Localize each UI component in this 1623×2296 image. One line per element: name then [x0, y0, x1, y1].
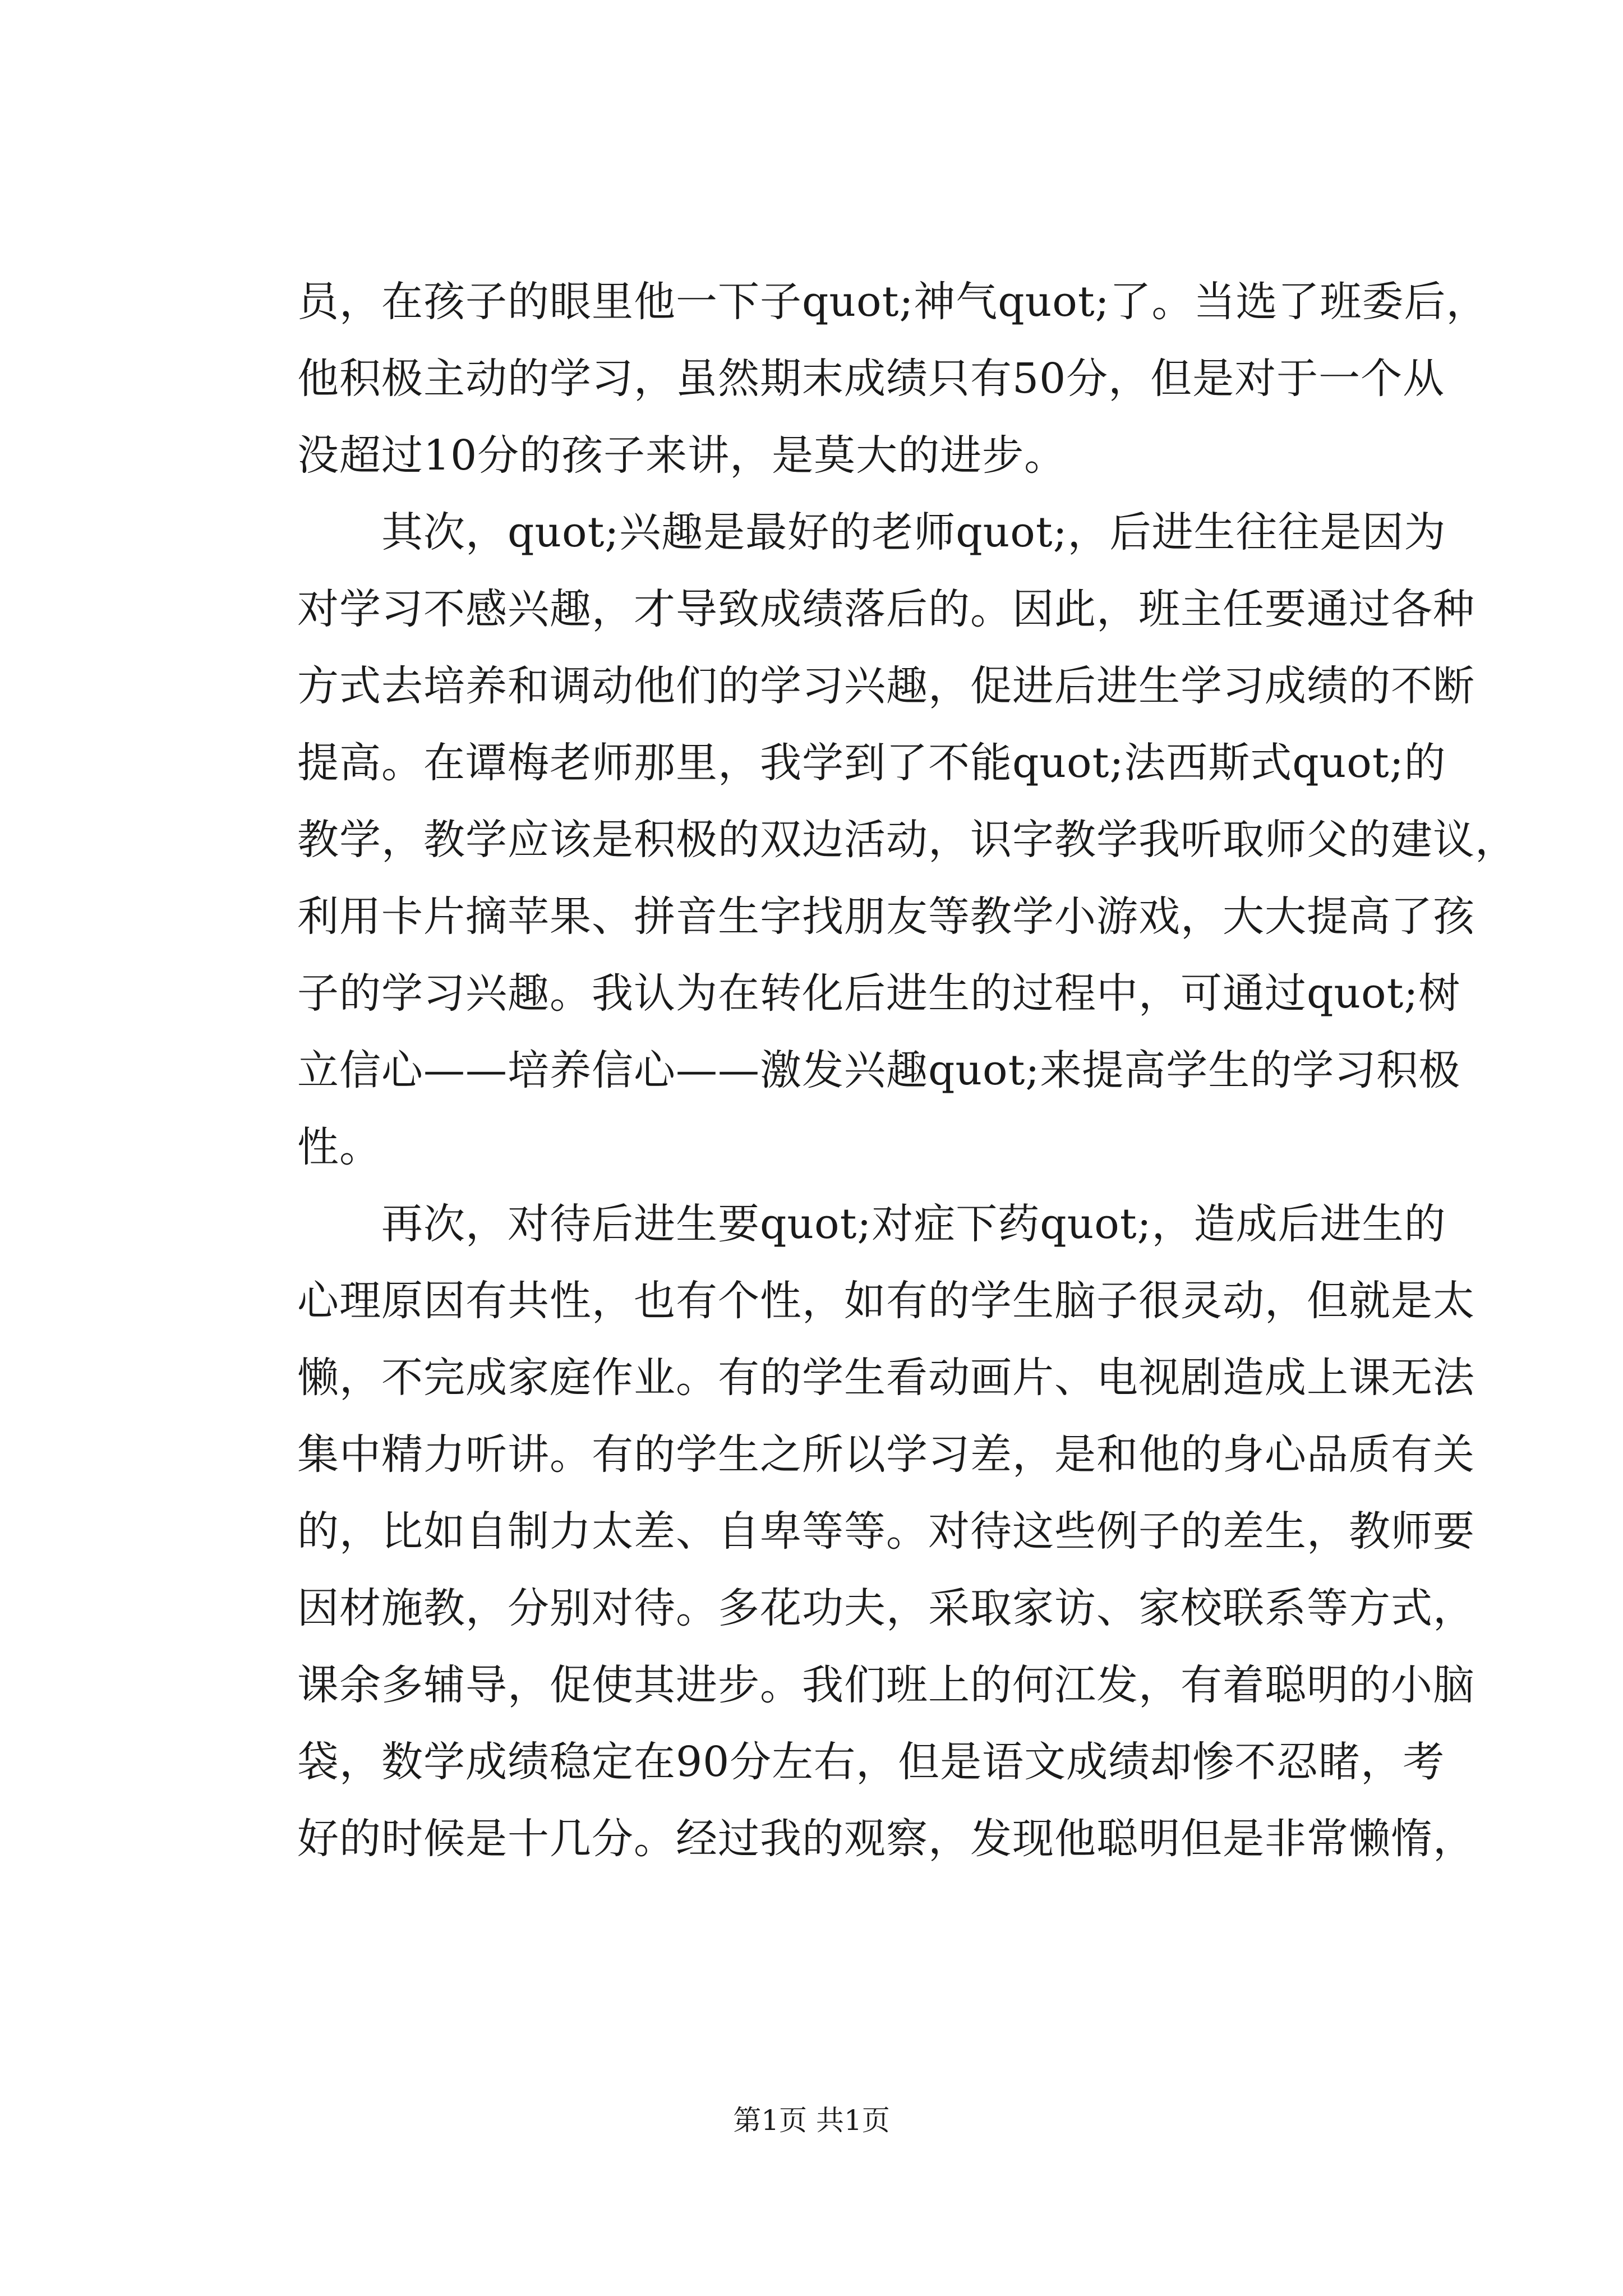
text-line: 好的时候是十几分。经过我的观察，发现他聪明但是非常懒惰，: [297, 1815, 1475, 1863]
document-body: [297, 264, 1517, 1878]
text-line: 提高。在谭梅老师那里，我学到了不能quot;法西斯式quot;的: [297, 739, 1446, 787]
page-footer: [0, 2104, 1623, 2137]
text-line: 因材施教，分别对待。多花功夫，采取家访、家校联系等方式，: [297, 1584, 1475, 1632]
text-line: 没超过10分的孩子来讲，是莫大的进步。: [297, 431, 1067, 480]
paragraph-1: [297, 264, 1488, 494]
text-line: 懒，不完成家庭作业。有的学生看动画片、电视剧造成上课无法: [297, 1354, 1475, 1402]
text-line: 课余多辅导，促使其进步。我们班上的何江发，有着聪明的小脑: [297, 1661, 1475, 1709]
text-line: 的，比如自制力太差、自卑等等。对待这些例子的差生，教师要: [297, 1507, 1475, 1556]
text-line: 性。: [297, 1123, 381, 1171]
text-line: 子的学习兴趣。我认为在转化后进生的过程中，可通过quot;树: [297, 969, 1461, 1018]
text-line: 方式去培养和调动他们的学习兴趣，促进后进生学习成绩的不断: [297, 662, 1475, 710]
text-line: 教学，教学应该是积极的双边活动，识字教学我听取师父的建议，: [297, 816, 1517, 864]
text-line: 对学习不感兴趣，才导致成绩落后的。因此，班主任要通过各种: [297, 585, 1475, 633]
text-line: 袋，数学成绩稳定在90分左右，但是语文成绩却惨不忍睹，考: [297, 1738, 1445, 1786]
paragraph-3: [297, 1186, 1475, 1878]
text-line: 他积极主动的学习，虽然期末成绩只有50分，但是对于一个从: [297, 355, 1445, 403]
text-line: 立信心——培养信心——激发兴趣quot;来提高学生的学习积极: [297, 1046, 1461, 1094]
text-line: 其次，quot;兴趣是最好的老师quot;，后进生往往是因为: [297, 508, 1446, 556]
text-line: 集中精力听讲。有的学生之所以学习差，是和他的身心品质有关: [297, 1430, 1475, 1479]
text-line: 利用卡片摘苹果、拼音生字找朋友等教学小游戏，大大提高了孩: [297, 892, 1475, 941]
paragraph-2: [297, 494, 1517, 1186]
text-line: 心理原因有共性，也有个性，如有的学生脑子很灵动，但就是太: [297, 1277, 1475, 1325]
text-line: 员，在孩子的眼里他一下子quot;神气quot;了。当选了班委后，: [297, 278, 1488, 326]
text-line: 再次，对待后进生要quot;对症下药quot;，造成后进生的: [297, 1200, 1446, 1248]
page-number: 第1页 共1页: [733, 2104, 890, 2137]
